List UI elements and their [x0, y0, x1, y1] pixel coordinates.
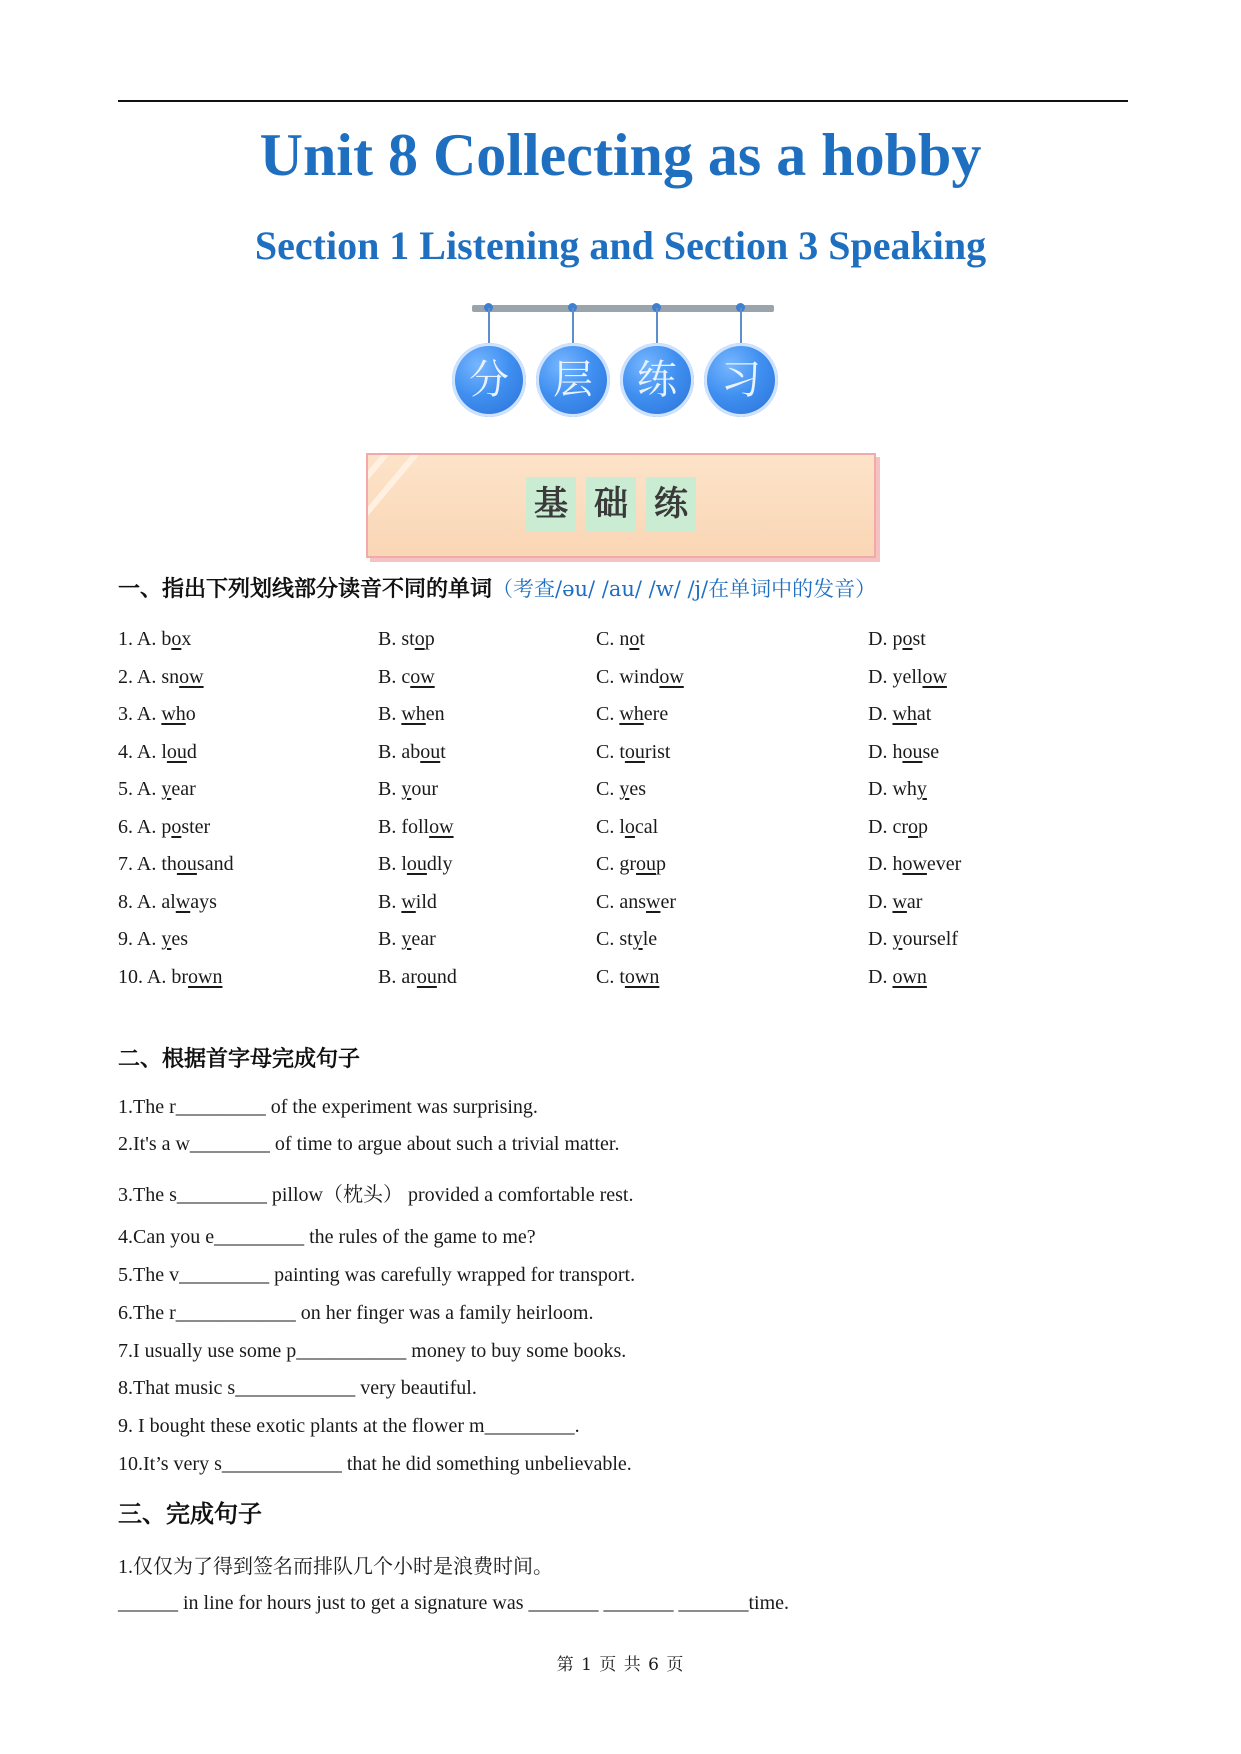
- option: [596, 772, 646, 806]
- question-row: [0, 885, 1241, 919]
- underlined-letters: ou: [624, 740, 645, 763]
- underlined-letters: own: [624, 965, 660, 988]
- word-suffix: ild: [415, 890, 437, 913]
- option-label: C.: [596, 778, 620, 800]
- option-label: B.: [378, 815, 402, 838]
- option-label: D.: [868, 665, 893, 688]
- option: [868, 772, 927, 806]
- word-prefix: st: [401, 628, 415, 650]
- section-banner: [366, 453, 876, 558]
- word-suffix: ear: [171, 778, 196, 800]
- option: [118, 660, 204, 694]
- underlined-letters: ow: [659, 665, 684, 688]
- part1-hint: （考查/əu/ /au/ /w/ /j/在单词中的发音）: [492, 577, 877, 601]
- underlined-letters: own: [188, 965, 223, 988]
- underlined-letters: y: [401, 778, 412, 800]
- option: [378, 885, 437, 919]
- part2-line: 8.That music s____________ very beautiful.: [118, 1377, 477, 1399]
- underlined-letters: ou: [636, 853, 657, 875]
- option-label: C.: [596, 815, 620, 838]
- hanger-string: [488, 308, 490, 344]
- option: [118, 810, 210, 844]
- underlined-letters: y: [401, 928, 412, 950]
- word-suffix: d: [186, 740, 197, 763]
- tier-circle: 分: [452, 343, 526, 417]
- option: [868, 885, 922, 919]
- word-suffix: o: [185, 703, 196, 725]
- part3-q1-english: ______ in line for hours just to get a signature was _______ _______ _______time.: [118, 1592, 790, 1614]
- underlined-letters: y: [161, 778, 172, 800]
- word-prefix: st: [619, 928, 633, 950]
- option-label: 8. A.: [118, 890, 162, 913]
- hanger-string: [656, 308, 658, 344]
- option: [118, 847, 234, 881]
- word-suffix: sand: [196, 853, 234, 875]
- option: [118, 622, 191, 656]
- option: [118, 885, 217, 919]
- option-label: C.: [596, 665, 620, 688]
- underlined-letters: y: [632, 928, 643, 950]
- underlined-letters: ou: [420, 740, 441, 763]
- word-suffix: ever: [926, 853, 962, 875]
- option-label: B.: [378, 703, 402, 725]
- underlined-letters: o: [414, 628, 425, 650]
- underlined-letters: o: [902, 628, 913, 650]
- word-suffix: es: [171, 928, 189, 950]
- question-row: [0, 772, 1241, 806]
- word-suffix: ear: [411, 928, 436, 950]
- word-prefix: th: [161, 853, 177, 875]
- word-prefix: gr: [619, 853, 637, 875]
- word-prefix: yell: [892, 665, 923, 688]
- word-suffix: p: [918, 815, 928, 838]
- word-prefix: ab: [401, 740, 421, 763]
- word-suffix: ourself: [902, 928, 958, 950]
- option-label: B.: [378, 740, 402, 763]
- option-label: B.: [378, 965, 402, 988]
- word-prefix: al: [161, 890, 176, 913]
- underlined-letters: ow: [902, 853, 927, 875]
- part2-line: 5.The v_________ painting was carefully wrapped for transport.: [118, 1264, 636, 1286]
- underlined-letters: ou: [176, 853, 197, 875]
- page-footer: 第 1 页 共 6 页: [556, 1655, 685, 1675]
- question-row: [0, 847, 1241, 881]
- banner-char: 练: [646, 477, 696, 531]
- hanger-bar: [472, 305, 774, 312]
- option: [378, 772, 438, 806]
- option: [596, 697, 668, 731]
- option: [118, 772, 196, 806]
- word-prefix: ans: [619, 890, 647, 913]
- underlined-letters: y: [161, 928, 172, 950]
- option-label: D.: [868, 928, 893, 950]
- option: [868, 697, 931, 731]
- tier-circle: 习: [704, 343, 778, 417]
- option: [596, 660, 684, 694]
- underlined-letters: y: [892, 928, 903, 950]
- part1-heading-text: 一、指出下列划线部分读音不同的单词: [118, 577, 493, 602]
- question-row: [0, 697, 1241, 731]
- word-suffix: dly: [426, 853, 453, 875]
- option: [868, 622, 926, 656]
- word-suffix: en: [425, 703, 445, 725]
- underlined-letters: wh: [401, 703, 426, 725]
- option: [118, 960, 222, 994]
- word-prefix: t: [619, 965, 625, 988]
- part3-heading: 三、完成句子: [118, 1500, 262, 1528]
- underlined-letters: wh: [619, 703, 644, 725]
- word-prefix: l: [161, 740, 167, 763]
- option: [868, 960, 927, 994]
- question-row: [0, 960, 1241, 994]
- hanger-string: [572, 308, 574, 344]
- option: [868, 735, 939, 769]
- underlined-letters: ou: [166, 740, 187, 763]
- page-subtitle: Section 1 Listening and Section 3 Speaking: [254, 223, 987, 268]
- word-suffix: rist: [644, 740, 671, 763]
- option-label: 4. A.: [118, 740, 162, 763]
- option: [596, 960, 659, 994]
- word-suffix: t: [639, 628, 645, 650]
- part2-line: 10.It’s very s____________ that he did something unbelievable.: [118, 1453, 632, 1475]
- option: [378, 660, 435, 694]
- underlined-letters: w: [175, 890, 191, 913]
- option: [118, 735, 197, 769]
- word-prefix: n: [619, 628, 630, 650]
- option-label: C.: [596, 853, 620, 875]
- word-prefix: b: [161, 628, 172, 650]
- question-row: [0, 735, 1241, 769]
- word-suffix: our: [411, 778, 439, 800]
- option: [596, 847, 666, 881]
- underlined-letters: ow: [410, 665, 435, 688]
- word-prefix: ar: [401, 965, 417, 988]
- page-title: Unit 8 Collecting as a hobby: [259, 122, 982, 188]
- word-prefix: br: [171, 965, 189, 988]
- option-label: B.: [378, 778, 402, 800]
- word-suffix: nd: [436, 965, 457, 988]
- part2-line: 9. I bought these exotic plants at the flower m_________.: [118, 1415, 580, 1437]
- tier-circle: 练: [620, 343, 694, 417]
- word-prefix: foll: [401, 815, 430, 838]
- question-row: [0, 922, 1241, 956]
- word-suffix: p: [656, 853, 667, 875]
- option-label: D.: [868, 740, 893, 763]
- option-label: 9. A.: [118, 928, 162, 950]
- option-label: D.: [868, 853, 893, 875]
- option: [596, 810, 658, 844]
- underlined-letters: ow: [922, 665, 947, 688]
- option-label: D.: [868, 778, 893, 800]
- option-label: C.: [596, 965, 620, 988]
- option-label: 3. A.: [118, 703, 162, 725]
- option-label: C.: [596, 890, 620, 913]
- underlined-letters: ou: [416, 965, 437, 988]
- option: [378, 697, 445, 731]
- option-label: C.: [596, 928, 620, 950]
- option-label: D.: [868, 628, 893, 650]
- underlined-letters: w: [892, 890, 907, 913]
- word-prefix: h: [892, 853, 903, 875]
- banner-char: 础: [586, 477, 636, 531]
- underlined-letters: own: [892, 965, 927, 988]
- word-suffix: ster: [181, 815, 211, 838]
- part2-line: 2.It's a w________ of time to argue about such a trivial matter.: [118, 1133, 620, 1155]
- word-prefix: p: [161, 815, 172, 838]
- word-suffix: cal: [634, 815, 659, 838]
- word-suffix: ar: [906, 890, 923, 913]
- option: [868, 810, 928, 844]
- word-suffix: p: [424, 628, 435, 650]
- word-suffix: se: [922, 740, 940, 763]
- word-prefix: wh: [892, 778, 917, 800]
- option-label: B.: [378, 928, 402, 950]
- option-label: B.: [378, 890, 402, 913]
- underlined-letters: o: [624, 815, 635, 838]
- option: [868, 847, 961, 881]
- underlined-letters: y: [916, 778, 927, 800]
- part1-heading: [118, 572, 876, 603]
- option-label: 2. A.: [118, 665, 162, 688]
- option-label: 10. A.: [118, 965, 172, 988]
- underlined-letters: wh: [892, 703, 917, 725]
- underlined-letters: o: [629, 628, 640, 650]
- word-prefix: h: [892, 740, 903, 763]
- underlined-letters: ow: [179, 665, 204, 688]
- option: [596, 622, 645, 656]
- option-label: 1. A.: [118, 628, 162, 650]
- word-prefix: t: [619, 740, 625, 763]
- underlined-letters: ow: [429, 815, 454, 838]
- word-suffix: er: [660, 890, 677, 913]
- option: [378, 622, 435, 656]
- option: [596, 885, 676, 919]
- option: [378, 922, 436, 956]
- underlined-letters: o: [171, 815, 182, 838]
- option: [118, 697, 196, 731]
- word-suffix: at: [916, 703, 932, 725]
- word-suffix: es: [629, 778, 647, 800]
- option-label: B.: [378, 628, 402, 650]
- underlined-letters: o: [908, 815, 918, 838]
- part3-q1-chinese: 1.仅仅为了得到签名而排队几个小时是浪费时间。: [118, 1556, 553, 1578]
- option-label: D.: [868, 890, 893, 913]
- underlined-letters: o: [171, 628, 182, 650]
- option-label: B.: [378, 853, 402, 875]
- banner-char: 基: [526, 477, 576, 531]
- word-prefix: l: [401, 853, 407, 875]
- option-label: 5. A.: [118, 778, 162, 800]
- underlined-letters: ou: [406, 853, 427, 875]
- top-rule: [118, 100, 1128, 102]
- underlined-letters: ou: [902, 740, 923, 763]
- hanger-string: [740, 308, 742, 344]
- question-row: [0, 810, 1241, 844]
- part2-line: 6.The r____________ on her finger was a family heirloom.: [118, 1302, 594, 1324]
- word-prefix: sn: [161, 665, 180, 688]
- option-label: D.: [868, 703, 893, 725]
- underlined-letters: w: [646, 890, 661, 913]
- option: [118, 922, 188, 956]
- option-label: D.: [868, 965, 893, 988]
- underlined-letters: wh: [161, 703, 186, 725]
- option: [378, 847, 452, 881]
- word-prefix: wind: [619, 665, 660, 688]
- option: [596, 922, 657, 956]
- option: [378, 810, 454, 844]
- word-suffix: ays: [190, 890, 217, 913]
- word-prefix: l: [619, 815, 625, 838]
- underlined-letters: y: [619, 778, 630, 800]
- word-suffix: ere: [643, 703, 669, 725]
- option: [378, 735, 446, 769]
- option: [868, 660, 947, 694]
- option-label: C.: [596, 628, 620, 650]
- part2-line: 4.Can you e_________ the rules of the game to me?: [118, 1226, 536, 1248]
- word-suffix: x: [181, 628, 192, 650]
- option: [378, 960, 457, 994]
- part2-line: 3.The s_________ pillow（枕头） provided a comfortable rest.: [118, 1184, 634, 1206]
- part2-line: 1.The r_________ of the experiment was surprising.: [118, 1096, 538, 1118]
- part2-heading: 二、根据首字母完成句子: [118, 1047, 361, 1072]
- word-prefix: p: [892, 628, 903, 650]
- option: [596, 735, 670, 769]
- word-suffix: t: [440, 740, 446, 763]
- option-label: D.: [868, 815, 893, 838]
- question-row: [0, 660, 1241, 694]
- question-row: [0, 622, 1241, 656]
- option: [868, 922, 958, 956]
- option-label: 7. A.: [118, 853, 162, 875]
- tier-circle: 层: [536, 343, 610, 417]
- option-label: 6. A.: [118, 815, 162, 838]
- option-label: B.: [378, 665, 402, 688]
- option-label: C.: [596, 703, 620, 725]
- part2-line: 7.I usually use some p___________ money to buy some books.: [118, 1340, 627, 1362]
- option-label: C.: [596, 740, 620, 763]
- word-prefix: c: [401, 665, 411, 688]
- word-suffix: le: [642, 928, 658, 950]
- word-prefix: cr: [892, 815, 908, 838]
- underlined-letters: w: [401, 890, 416, 913]
- word-suffix: st: [912, 628, 926, 650]
